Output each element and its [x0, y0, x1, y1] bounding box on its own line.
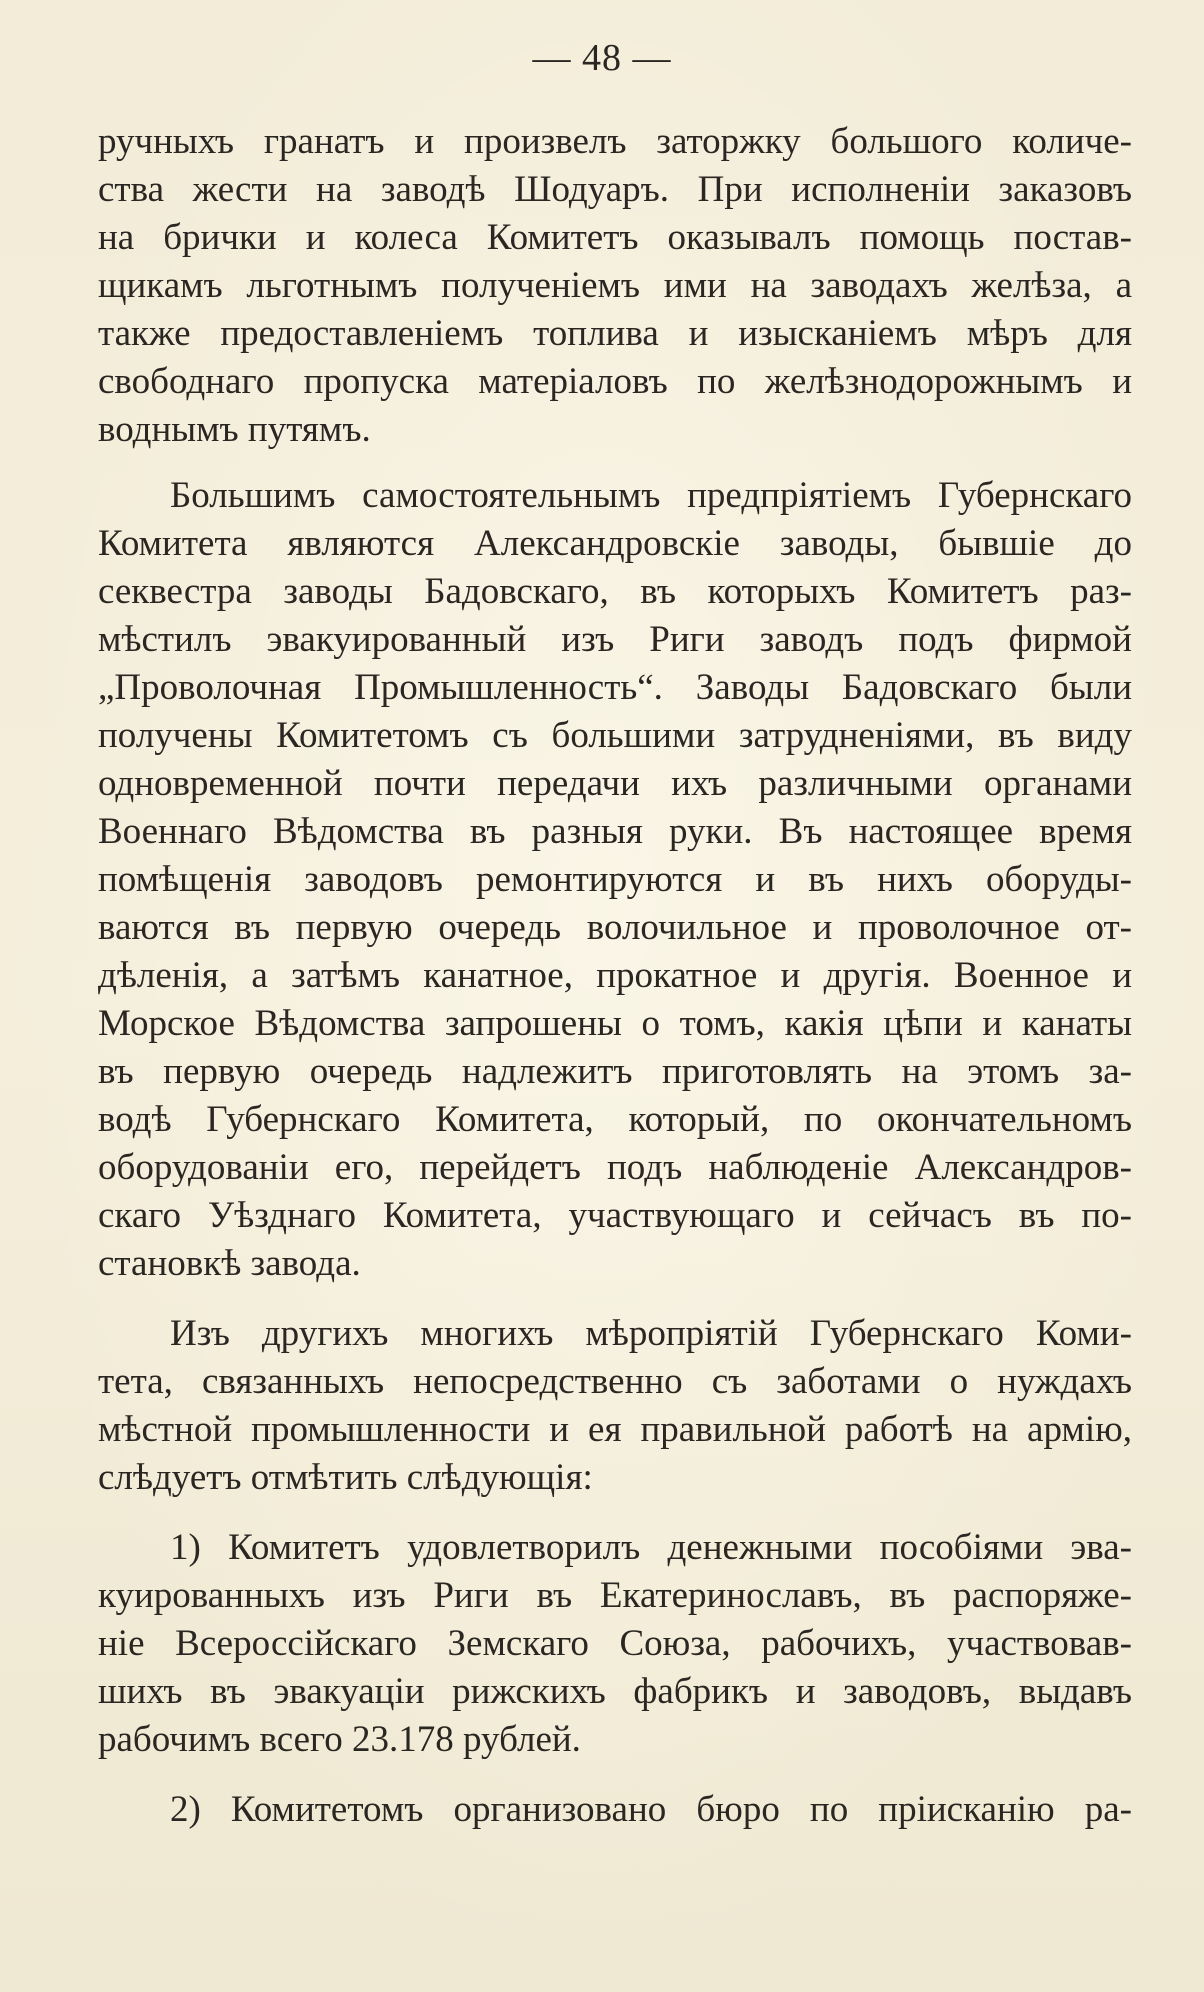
text-line: мѣстной промышленности и ея правильной работѣ на армiю,	[98, 1409, 1132, 1450]
text-line: секвестра заводы Бадовскаго, въ которыхъ Комитетъ раз-	[98, 571, 1132, 612]
text-line: ваются въ первую очередь волочильное и проволочное от-	[98, 907, 1132, 948]
text-line: водѣ Губернскаго Комитета, который, по окончательномъ	[98, 1099, 1132, 1140]
text-line: помѣщенiя заводовъ ремонтируются и въ нихъ оборуды-	[98, 859, 1132, 900]
text-line: 1) Комитетъ удовлетворилъ денежными пособiями эва-	[170, 1527, 1132, 1568]
text-line: щикамъ льготнымъ полученiемъ ими на заводахъ желѣза, а	[98, 265, 1132, 306]
text-line: скаго Уѣзднаго Комитета, участвующаго и сейчасъ въ по-	[98, 1195, 1132, 1236]
text-line: оборудованiи его, перейдетъ подъ наблюденiе Александров-	[98, 1147, 1132, 1188]
text-line: одновременной почти передачи ихъ различными органами	[98, 763, 1132, 804]
page-number: — 48 —	[532, 37, 672, 79]
text-line: ручныхъ гранатъ и произвелъ заторжку большого количе-	[98, 121, 1132, 162]
text-line: также предоставленiемъ топлива и изысканiемъ мѣръ для	[98, 313, 1132, 354]
text-line: свободнаго пропуска матерiаловъ по желѣзнодорожнымъ и	[98, 361, 1132, 402]
text-line: куированныхъ изъ Риги въ Екатеринославъ, въ распоряже-	[98, 1575, 1132, 1616]
text-line: рабочимъ всего 23.178 рублей.	[98, 1719, 581, 1760]
text-line: воднымъ путямъ.	[98, 409, 371, 450]
text-line: Военнаго Вѣдомства въ разныя руки. Въ настоящее время	[98, 811, 1132, 852]
text-line: въ первую очередь надлежитъ приготовлять на этомъ за-	[98, 1051, 1132, 1092]
text-line: Комитета являются Александровскiе заводы, бывшiе до	[98, 523, 1132, 564]
text-line: мѣстилъ эвакуированный изъ Риги заводъ подъ фирмой	[98, 619, 1132, 660]
text-line: Изъ другихъ многихъ мѣропрiятiй Губернскаго Коми-	[170, 1313, 1132, 1354]
text-line: Морское Вѣдомства запрошены о томъ, какiя цѣпи и канаты	[98, 1003, 1132, 1044]
text-line: тета, связанныхъ непосредственно съ заботами о нуждахъ	[98, 1361, 1132, 1402]
text-line: 2) Комитетомъ организовано бюро по прiисканiю ра-	[170, 1789, 1132, 1830]
text-line: получены Комитетомъ съ большими затрудненiями, въ виду	[98, 715, 1132, 756]
text-line: дѣленiя, а затѣмъ канатное, прокатное и другiя. Военное и	[98, 955, 1132, 996]
text-line: на брички и колеса Комитетъ оказывалъ помощь постав-	[98, 217, 1132, 258]
text-line: нiе Всероссiйскаго Земскаго Союза, рабочихъ, участвовав-	[98, 1623, 1132, 1664]
text-line: Большимъ самостоятельнымъ предпрiятiемъ Губернскаго	[170, 475, 1132, 516]
text-line: становкѣ завода.	[98, 1243, 361, 1284]
text-line: слѣдуетъ отмѣтить слѣдующiя:	[98, 1457, 593, 1498]
text-line: „Проволочная Промышленность“. Заводы Бадовскаго были	[98, 667, 1132, 708]
text-line: ства жести на заводѣ Шодуаръ. При исполненiи заказовъ	[98, 169, 1132, 210]
text-line: шихъ въ эвакуацiи рижскихъ фабрикъ и заводовъ, выдавъ	[98, 1671, 1132, 1712]
